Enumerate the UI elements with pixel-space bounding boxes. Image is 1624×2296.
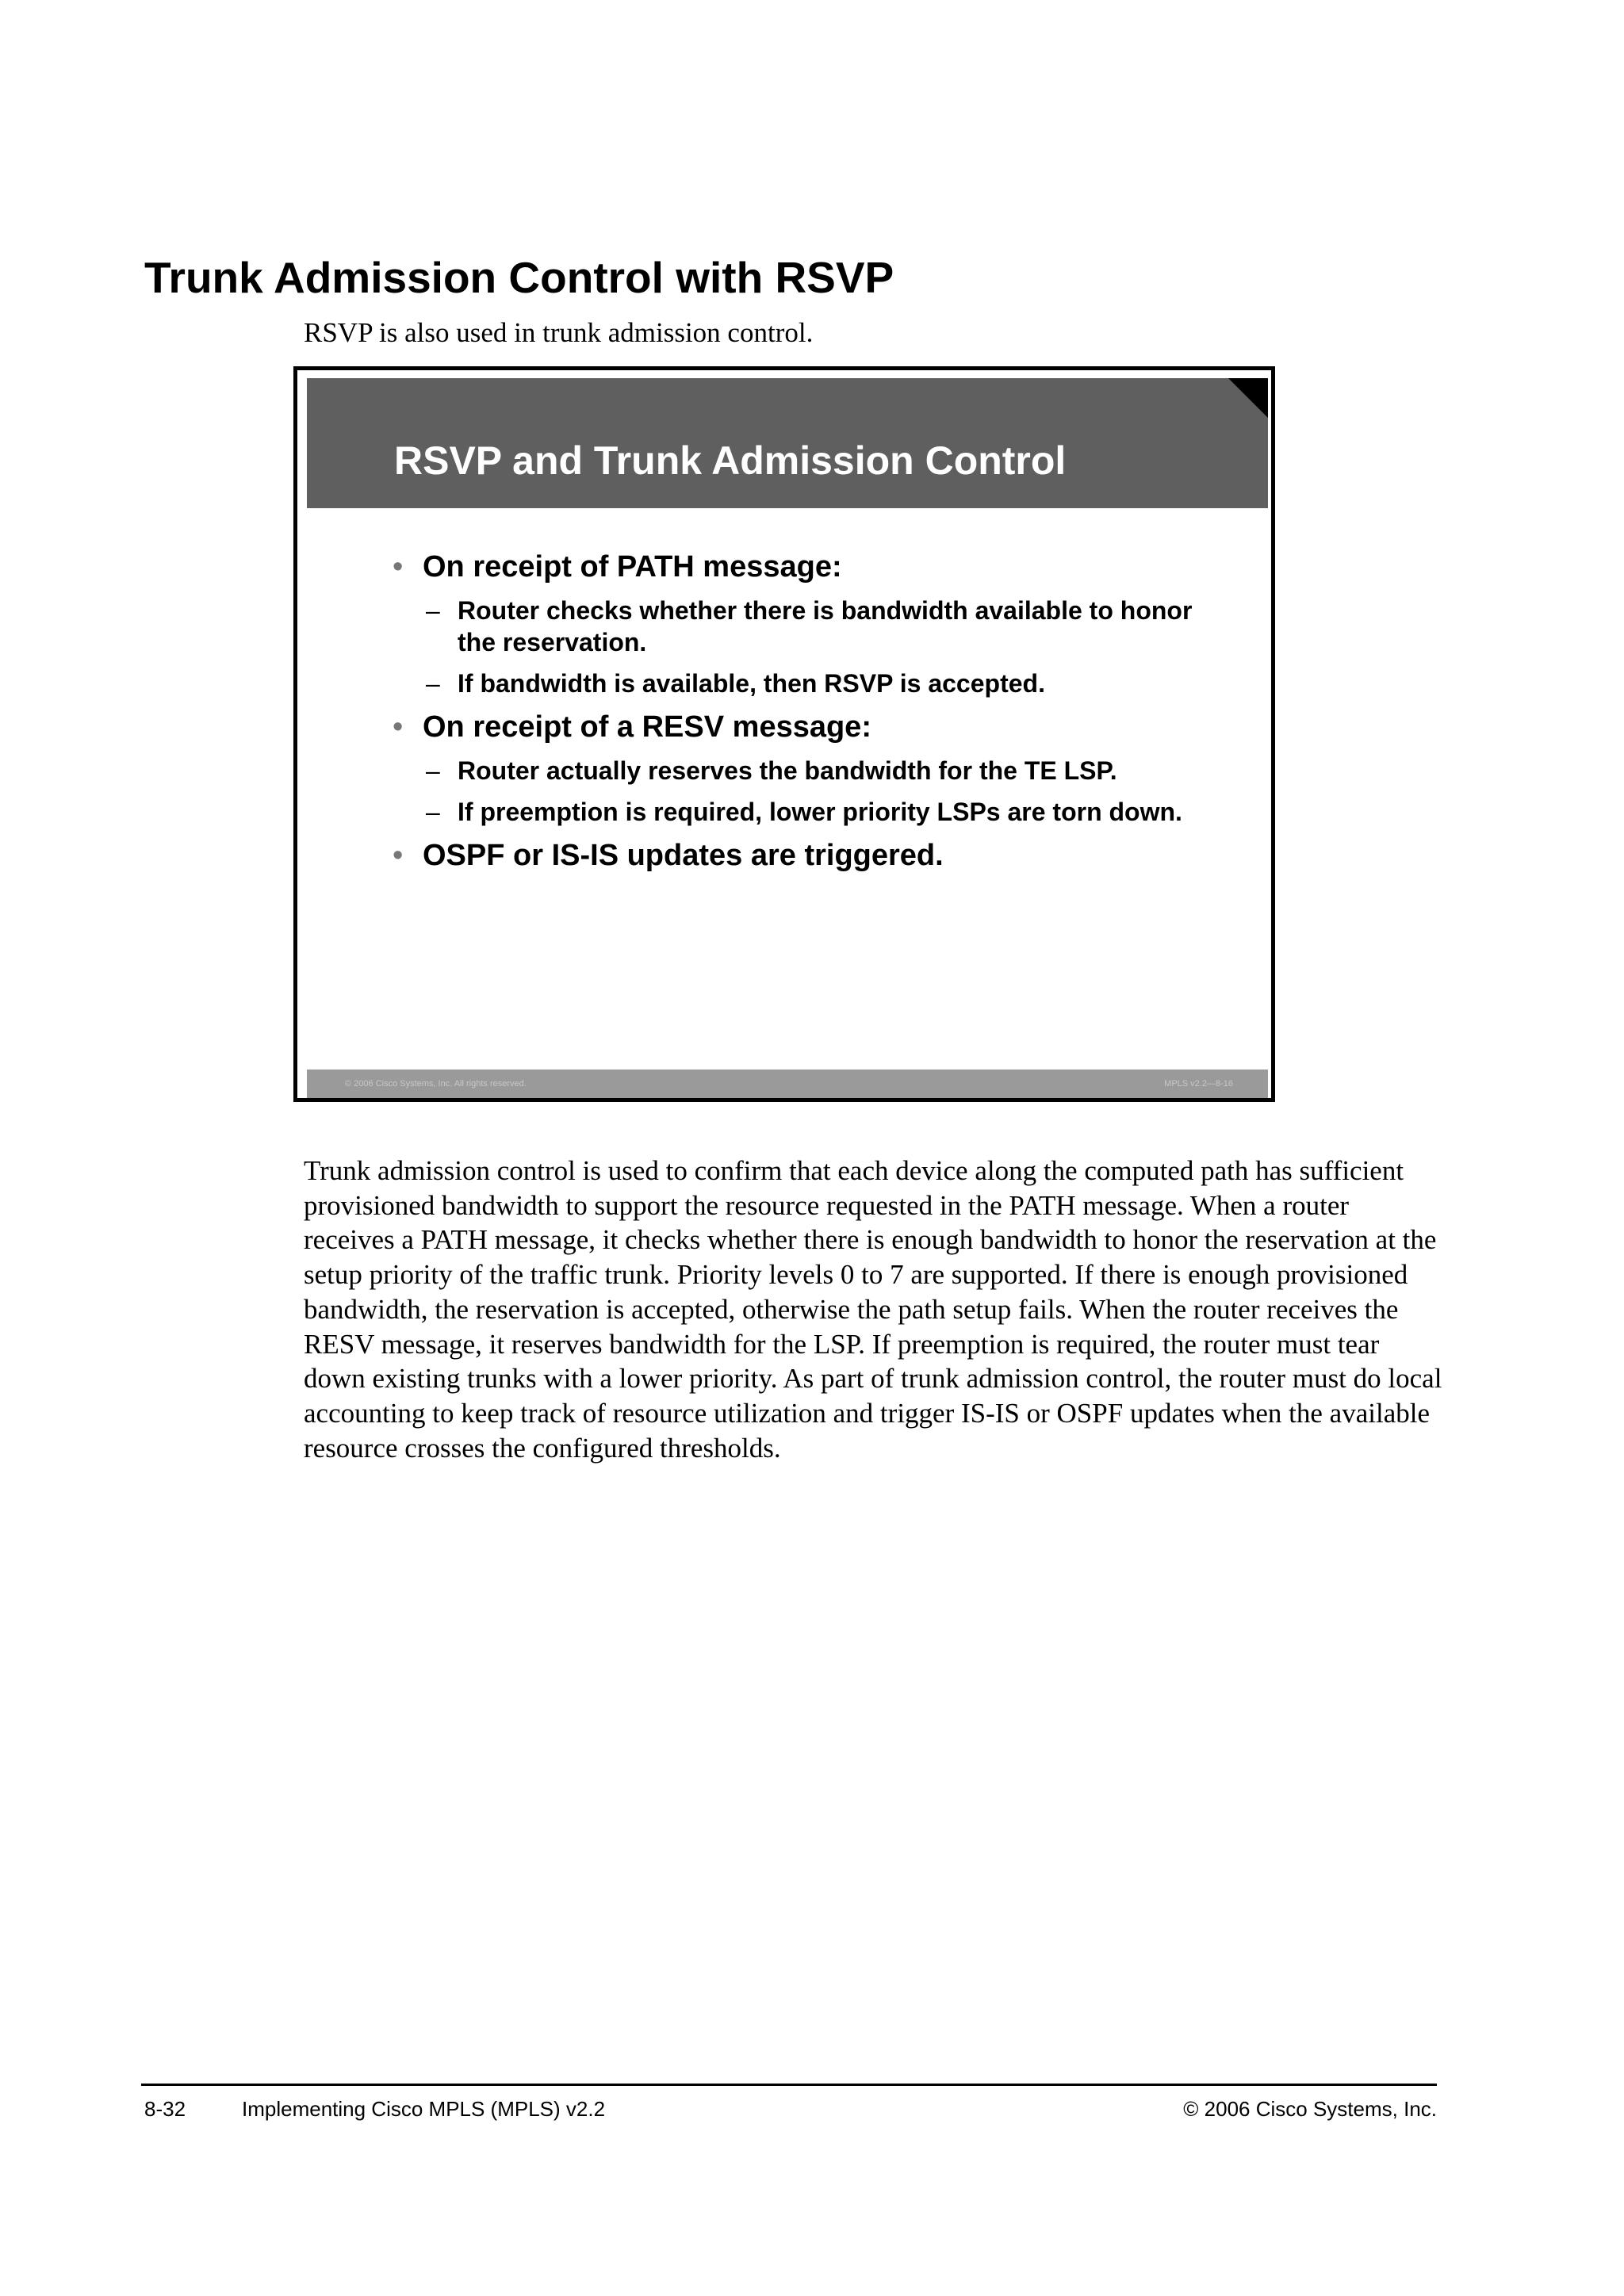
dash-icon: – bbox=[426, 669, 440, 698]
body-paragraph: Trunk admission control is used to confirm that each device along the computed path has sufficient provisioned bandwidth to support the resource requested in the PATH message. When a router receives a PATH message, it checks whether there is enough bandwidth to honor the reservation at the setup priority of the traffic trunk. Priority levels 0 to 7 are supported. If there is enough provisioned bandwidth, the reservation is accepted, otherwise the path setup fails. When the router receives the RESV message, it reserves bandwidth for the LSP. If preemption is required, the router must tear down existing trunks with a lower priority. As part of trunk admission control, the router must do local accounting to keep track of resource utilization and trigger IS-IS or OSPF updates when the available resource crosses the configured thresholds. bbox=[304, 1155, 1442, 1464]
page-title: Trunk Admission Control with RSVP bbox=[144, 253, 894, 302]
bullet-dot-icon: • bbox=[393, 710, 404, 744]
bullet-text: On receipt of a RESV message: bbox=[423, 710, 871, 744]
bullet-text: On receipt of PATH message: bbox=[423, 550, 842, 584]
bullet-resv-message bbox=[393, 709, 1201, 745]
slide-title: RSVP and Trunk Admission Control bbox=[394, 438, 1067, 483]
sub-bullet-text: If bandwidth is available, then RSVP is accepted. bbox=[458, 669, 1045, 698]
bullet-text: OSPF or IS-IS updates are triggered. bbox=[423, 839, 944, 872]
bullet-path-message bbox=[393, 549, 1201, 585]
sub-bullet bbox=[393, 595, 1201, 658]
dash-icon: – bbox=[426, 756, 440, 785]
slide-footer bbox=[307, 1070, 1268, 1098]
sub-bullet bbox=[393, 796, 1201, 828]
slide-copyright: © 2006 Cisco Systems, Inc. All rights reserved. bbox=[345, 1079, 527, 1089]
footer-divider bbox=[141, 2084, 1437, 2086]
intro-text: RSVP is also used in trunk admission control. bbox=[304, 317, 814, 348]
corner-triangle-icon bbox=[1228, 378, 1268, 418]
dash-icon: – bbox=[426, 596, 440, 625]
sub-bullet-text: Router checks whether there is bandwidth available to honor the reservation. bbox=[458, 596, 1193, 656]
slide-bullet-list bbox=[393, 549, 1201, 883]
sub-bullet-text: If preemption is required, lower priority LSPs are torn down. bbox=[458, 798, 1182, 826]
sub-bullet-text: Router actually reserves the bandwidth for the TE LSP. bbox=[458, 756, 1117, 785]
slide-number: MPLS v2.2—8-16 bbox=[1164, 1079, 1233, 1089]
bullet-dot-icon: • bbox=[393, 550, 404, 584]
bullet-dot-icon: • bbox=[393, 839, 404, 872]
footer-copyright: © 2006 Cisco Systems, Inc. bbox=[1183, 2097, 1437, 2121]
sub-bullet bbox=[393, 668, 1201, 699]
sub-bullet bbox=[393, 755, 1201, 786]
course-title: Implementing Cisco MPLS (MPLS) v2.2 bbox=[242, 2097, 606, 2121]
dash-icon: – bbox=[426, 798, 440, 826]
slide-figure bbox=[293, 366, 1275, 1102]
page-number: 8-32 bbox=[144, 2097, 186, 2121]
slide-header bbox=[307, 378, 1268, 508]
bullet-ospf-updates bbox=[393, 837, 1201, 874]
